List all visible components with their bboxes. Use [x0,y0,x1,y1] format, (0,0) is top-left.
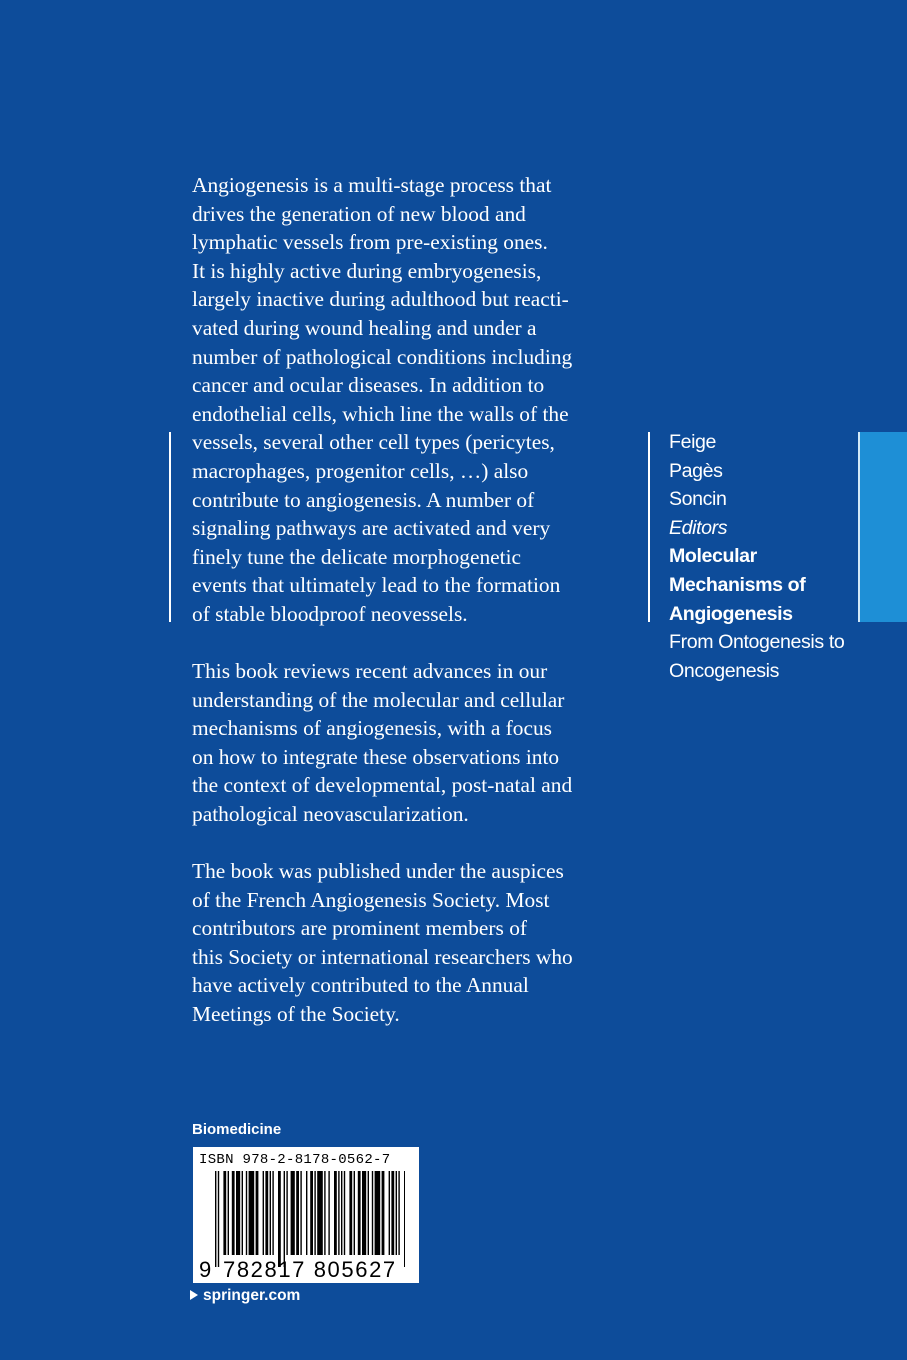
barcode-bar [310,1171,313,1255]
barcode-bar [375,1171,381,1255]
barcode-bar [218,1171,219,1267]
editor-name: Pagès [669,459,723,482]
barcode-bar [256,1171,259,1255]
barcode-bar [232,1171,235,1255]
book-title-line: Molecular [669,545,757,568]
arrow-right-icon [190,1290,198,1300]
left-rule [169,432,171,622]
blurb-text-1: Angiogenesis is a multi-stage process that drives the generation of new blood and lymphatic vessels from pre-existing ones. It is highly active during embryogenesis, largely inactive during adulthood but reacti- vated during wound healing and under a number of pathological conditions including cancer and ocular diseases. In addition to endothelial cells, which line the walls of the vessels, several other cell types (pericytes, macrophages, progenitor cells, …) also contribute to angiogenesis. A number of signaling pathways are activated and very finely tune the delicate morphogenetic events that ultimately lead to the formation of stable bloodproof neovessels. [192,173,573,626]
barcode-bar [334,1171,337,1255]
barcode-bar [341,1171,342,1255]
barcode-bar [324,1171,325,1255]
barcode-bar [284,1171,285,1267]
barcode-bar [300,1171,301,1255]
barcode-bar [314,1171,315,1255]
book-subtitle-line: Oncogenesis [669,659,779,682]
barcode-bars [215,1171,405,1269]
barcode-bar [391,1171,394,1255]
barcode-bar [372,1171,373,1255]
isbn-number: ISBN 978-2-8178-0562-7 [199,1152,391,1168]
barcode-bar [270,1171,271,1255]
series-name: Biomedicine [192,1121,282,1138]
barcode-bar [215,1171,216,1267]
barcode-bar [246,1171,247,1255]
barcode-bar [263,1171,264,1255]
spine-accent-bar [858,432,907,622]
barcode-bar [358,1171,361,1255]
editors-label: Editors [669,516,728,539]
ean-first-digit: 9 [199,1257,212,1282]
book-title-line: Angiogenesis [669,602,793,625]
editor-name: Feige [669,431,717,453]
barcode-bar [242,1171,243,1255]
barcode-bar [291,1171,295,1255]
barcode-bar [354,1171,355,1255]
barcode-bar [236,1171,240,1255]
barcode-bar [223,1171,226,1255]
barcode-bar [338,1171,339,1255]
barcode-bar [362,1171,366,1255]
website-label: springer.com [203,1287,301,1304]
blurb-text-3: The book was published under the auspices of the French Angiogenesis Society. Most contributors are prominent members of this Society or international researchers who have actively contributed to the Annual Meetings of the Society. [192,859,573,1026]
blurb-paragraph-2 [192,657,637,829]
barcode-bar [389,1171,390,1255]
barcode-bar [249,1171,255,1255]
barcode-bar [382,1171,385,1255]
publisher-website[interactable] [190,1287,300,1305]
editor-name: Soncin [669,488,727,511]
blurb-paragraph-1 [192,171,637,629]
barcode-bar [368,1171,369,1255]
barcode-bar [317,1171,323,1255]
barcode-bar [296,1171,299,1255]
barcode-bar [306,1171,307,1255]
barcode-bar [344,1171,345,1255]
isbn-barcode [193,1147,419,1283]
barcode-bar [286,1171,287,1255]
barcode-bar [404,1171,405,1267]
blurb-text-2: This book reviews recent advances in our understanding of the molecular and cellular mechanisms of angiogenesis, with a focus on how to integrate these observations into the context of developmental, post-natal and pathological neovascularization. [192,659,573,826]
book-subtitle-line: From Ontogenesis to [669,631,845,654]
barcode-bar [396,1171,397,1255]
right-rule [648,432,650,622]
book-info [669,428,844,685]
book-title-line: Mechanisms of [669,573,806,596]
barcode-bar [228,1171,229,1255]
barcode-bar [398,1171,399,1255]
barcode-bar [265,1171,268,1255]
barcode-bar [278,1171,281,1267]
barcode-bar [272,1171,273,1255]
blurb-paragraph-3 [192,857,637,1029]
ean-digits: 782817 805627 [223,1257,397,1282]
barcode-bar [349,1171,352,1255]
barcode-bar [328,1171,329,1255]
